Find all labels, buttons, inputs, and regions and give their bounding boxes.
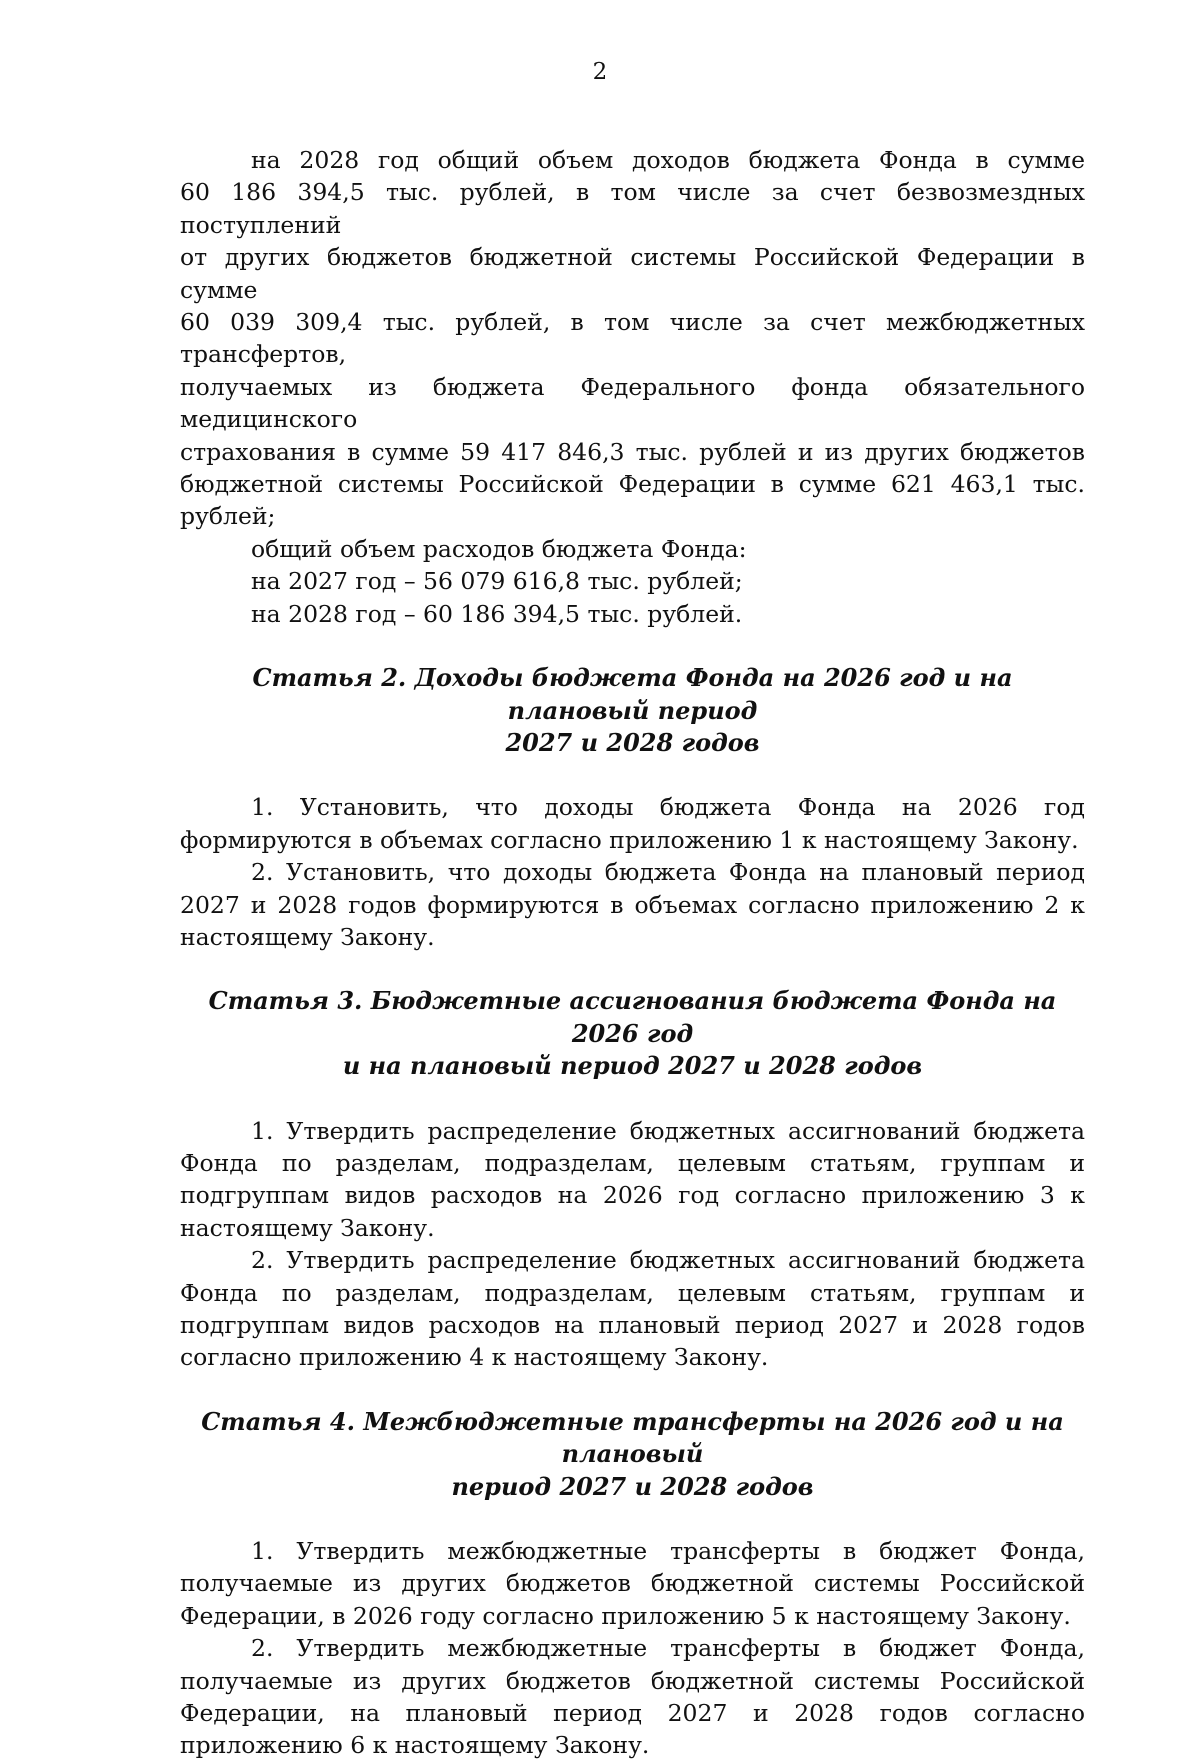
page-number: 2 <box>592 59 608 85</box>
article-4-heading-line: Статья 4. Межбюджетные трансферты на 2026 год и на плановый <box>201 1406 1064 1469</box>
article-4-item-2: 2. Утвердить межбюджетные трансферты в бюджет Фонда, получаемые из других бюджетов бюджетной системы Российской Федерации, на плановый период 2027 и 2028 годов согласно приложению 6 к настоящему Закону. <box>180 1634 1085 1760</box>
article-3-heading-line: Статья 3. Бюджетные ассигнования бюджета Фонда на 2026 год <box>208 986 1057 1048</box>
intro-line: получаемых из бюджета Федерального фонда обязательного медицинского <box>180 372 1085 434</box>
intro-line: 60 039 309,4 тыс. рублей, в том числе за счет межбюджетных трансфертов, <box>180 308 1085 369</box>
article-2-heading-line: Статья 2. Доходы бюджета Фонда на 2026 год и на плановый период <box>252 663 1013 725</box>
article-3-heading <box>180 985 1085 1082</box>
article-4-heading <box>180 1406 1085 1503</box>
article-3-item-2: 2. Утвердить распределение бюджетных ассигнований бюджета Фонда по разделам, подразделам, целевым статьям, группам и подгруппам видов расходов на плановый период 2027 и 2028 годов согласно приложению 4 к настоящему Закону. <box>180 1246 1085 1372</box>
article-2-heading-line: 2027 и 2028 годов <box>505 727 760 757</box>
intro-line: 60 186 394,5 тыс. рублей, в том числе за счет безвозмездных поступлений <box>180 178 1085 239</box>
expenses-2028: на 2028 год – 60 186 394,5 тыс. рублей. <box>251 599 743 628</box>
article-2-heading <box>180 662 1085 759</box>
intro-line: бюджетной системы Российской Федерации в сумме 621 463,1 тыс. <box>180 470 1085 499</box>
article-2-item-2: 2. Установить, что доходы бюджета Фонда на плановый период 2027 и 2028 годов формируются в объемах согласно приложению 2 к настоящему Закону. <box>180 858 1085 951</box>
intro-line: страхования в сумме 59 417 846,3 тыс. рублей и из других бюджетов <box>180 437 1085 466</box>
intro-line: на 2028 год общий объем доходов бюджета Фонда в сумме <box>251 146 1085 174</box>
article-2-item-1: 1. Установить, что доходы бюджета Фонда на 2026 год формируются в объемах согласно приложению 1 к настоящему Закону. <box>180 793 1085 854</box>
expenses-title: общий объем расходов бюджета Фонда: <box>251 534 747 563</box>
article-3-item-1: 1. Утвердить распределение бюджетных ассигнований бюджета Фонда по разделам, подразделам, целевым статьям, группам и подгруппам видов расходов на 2026 год согласно приложению 3 к настоящему Закону. <box>180 1116 1085 1242</box>
intro-line: от других бюджетов бюджетной системы Российской Федерации в сумме <box>180 243 1085 304</box>
article-4-heading-line: период 2027 и 2028 годов <box>451 1471 814 1501</box>
expenses-2027: на 2027 год – 56 079 616,8 тыс. рублей; <box>251 567 743 596</box>
article-3-heading-line: и на плановый период 2027 и 2028 годов <box>342 1051 923 1081</box>
article-4-item-1: 1. Утвердить межбюджетные трансферты в бюджет Фонда, получаемые из других бюджетов бюджетной системы Российской Федерации, в 2026 году согласно приложению 5 к настоящему Закону. <box>180 1537 1085 1630</box>
document-body <box>180 144 1085 1762</box>
intro-line: рублей; <box>180 502 276 531</box>
intro-paragraph <box>180 144 1085 533</box>
